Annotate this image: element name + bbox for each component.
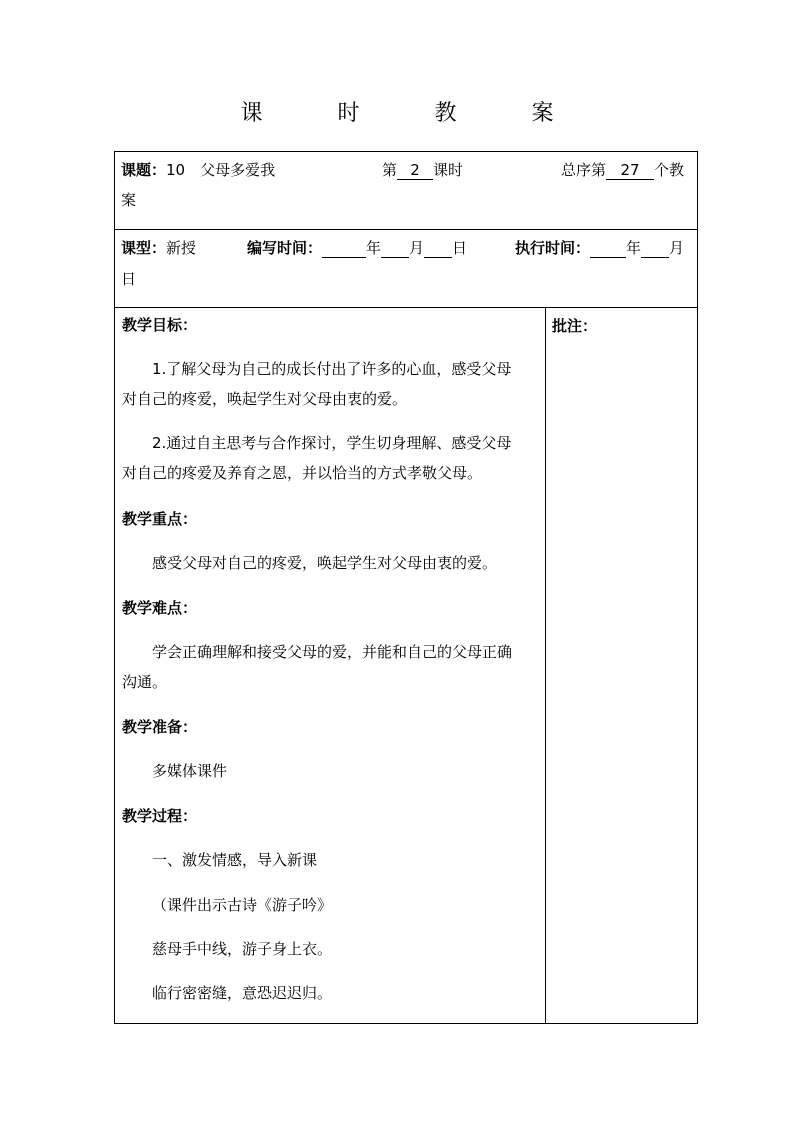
lesson-plan-table — [114, 151, 698, 1024]
header-row-type — [115, 229, 697, 308]
header-row-topic — [115, 152, 697, 230]
remarks-label: 批注： — [552, 317, 598, 335]
key-heading: 教学重点： — [122, 510, 198, 528]
type-value: 新授 — [166, 239, 197, 257]
total-suffix: 个教 — [654, 161, 685, 179]
difficulty-heading: 教学难点： — [122, 599, 198, 617]
exec-label: 执行时间： — [515, 239, 591, 257]
prep-text: 多媒体课件 — [152, 762, 228, 780]
total-field — [561, 160, 684, 180]
difficulty-line2: 沟通。 — [122, 673, 168, 691]
poem-line2: 临行密密缝，意恐迟迟归。 — [152, 984, 333, 1002]
process-heading: 教学过程： — [122, 807, 198, 825]
exec-year: 年 — [626, 239, 642, 257]
lesson-prefix: 第 — [382, 161, 398, 179]
exec-time-field — [515, 238, 684, 258]
page-title: 课 时 教 案 — [240, 101, 588, 126]
exec-month: 月 — [669, 239, 685, 257]
process-step1: 一、激发情感，导入新课 — [152, 851, 318, 869]
column-divider — [545, 308, 546, 1023]
process-note: （课件出示古诗《游子吟》 — [152, 896, 333, 914]
write-label: 编写时间： — [247, 239, 323, 257]
type-field — [121, 238, 196, 258]
key-text: 感受父母对自己的疼爱，唤起学生对父母由衷的爱。 — [152, 554, 498, 572]
prep-heading: 教学准备： — [122, 718, 198, 736]
goal1-line2: 对自己的疼爱，唤起学生对父母由衷的爱。 — [122, 390, 408, 408]
goals-heading: 教学目标： — [122, 316, 198, 334]
write-time-field — [247, 238, 467, 258]
goal2-line2: 对自己的疼爱及养育之恩，并以恰当的方式孝敬父母。 — [122, 464, 483, 482]
topic-label: 课题： — [121, 161, 167, 179]
type-label: 课型： — [121, 239, 167, 257]
body-row — [115, 308, 697, 1023]
total-number: 27 — [606, 162, 654, 180]
lesson-number: 2 — [397, 162, 433, 180]
difficulty-line1: 学会正确理解和接受父母的爱，并能和自己的父母正确 — [152, 643, 513, 661]
lesson-field — [382, 160, 463, 180]
goal2-line1: 2.通过自主思考与合作探讨，学生切身理解、感受父母 — [152, 434, 512, 452]
goal1-line1: 1.了解父母为自己的成长付出了许多的心血，感受父母 — [152, 360, 512, 378]
lesson-suffix: 课时 — [433, 161, 464, 179]
exec-day-wrap: 日 — [121, 270, 137, 288]
poem-line1: 慈母手中线，游子身上衣。 — [152, 940, 333, 958]
write-year: 年 — [366, 239, 382, 257]
write-day: 日 — [452, 239, 468, 257]
topic-field — [121, 160, 275, 180]
write-month: 月 — [409, 239, 425, 257]
total-prefix: 总序第 — [561, 161, 607, 179]
topic-value: 10 父母多爱我 — [166, 161, 276, 179]
total-suffix-wrap: 案 — [121, 191, 137, 209]
